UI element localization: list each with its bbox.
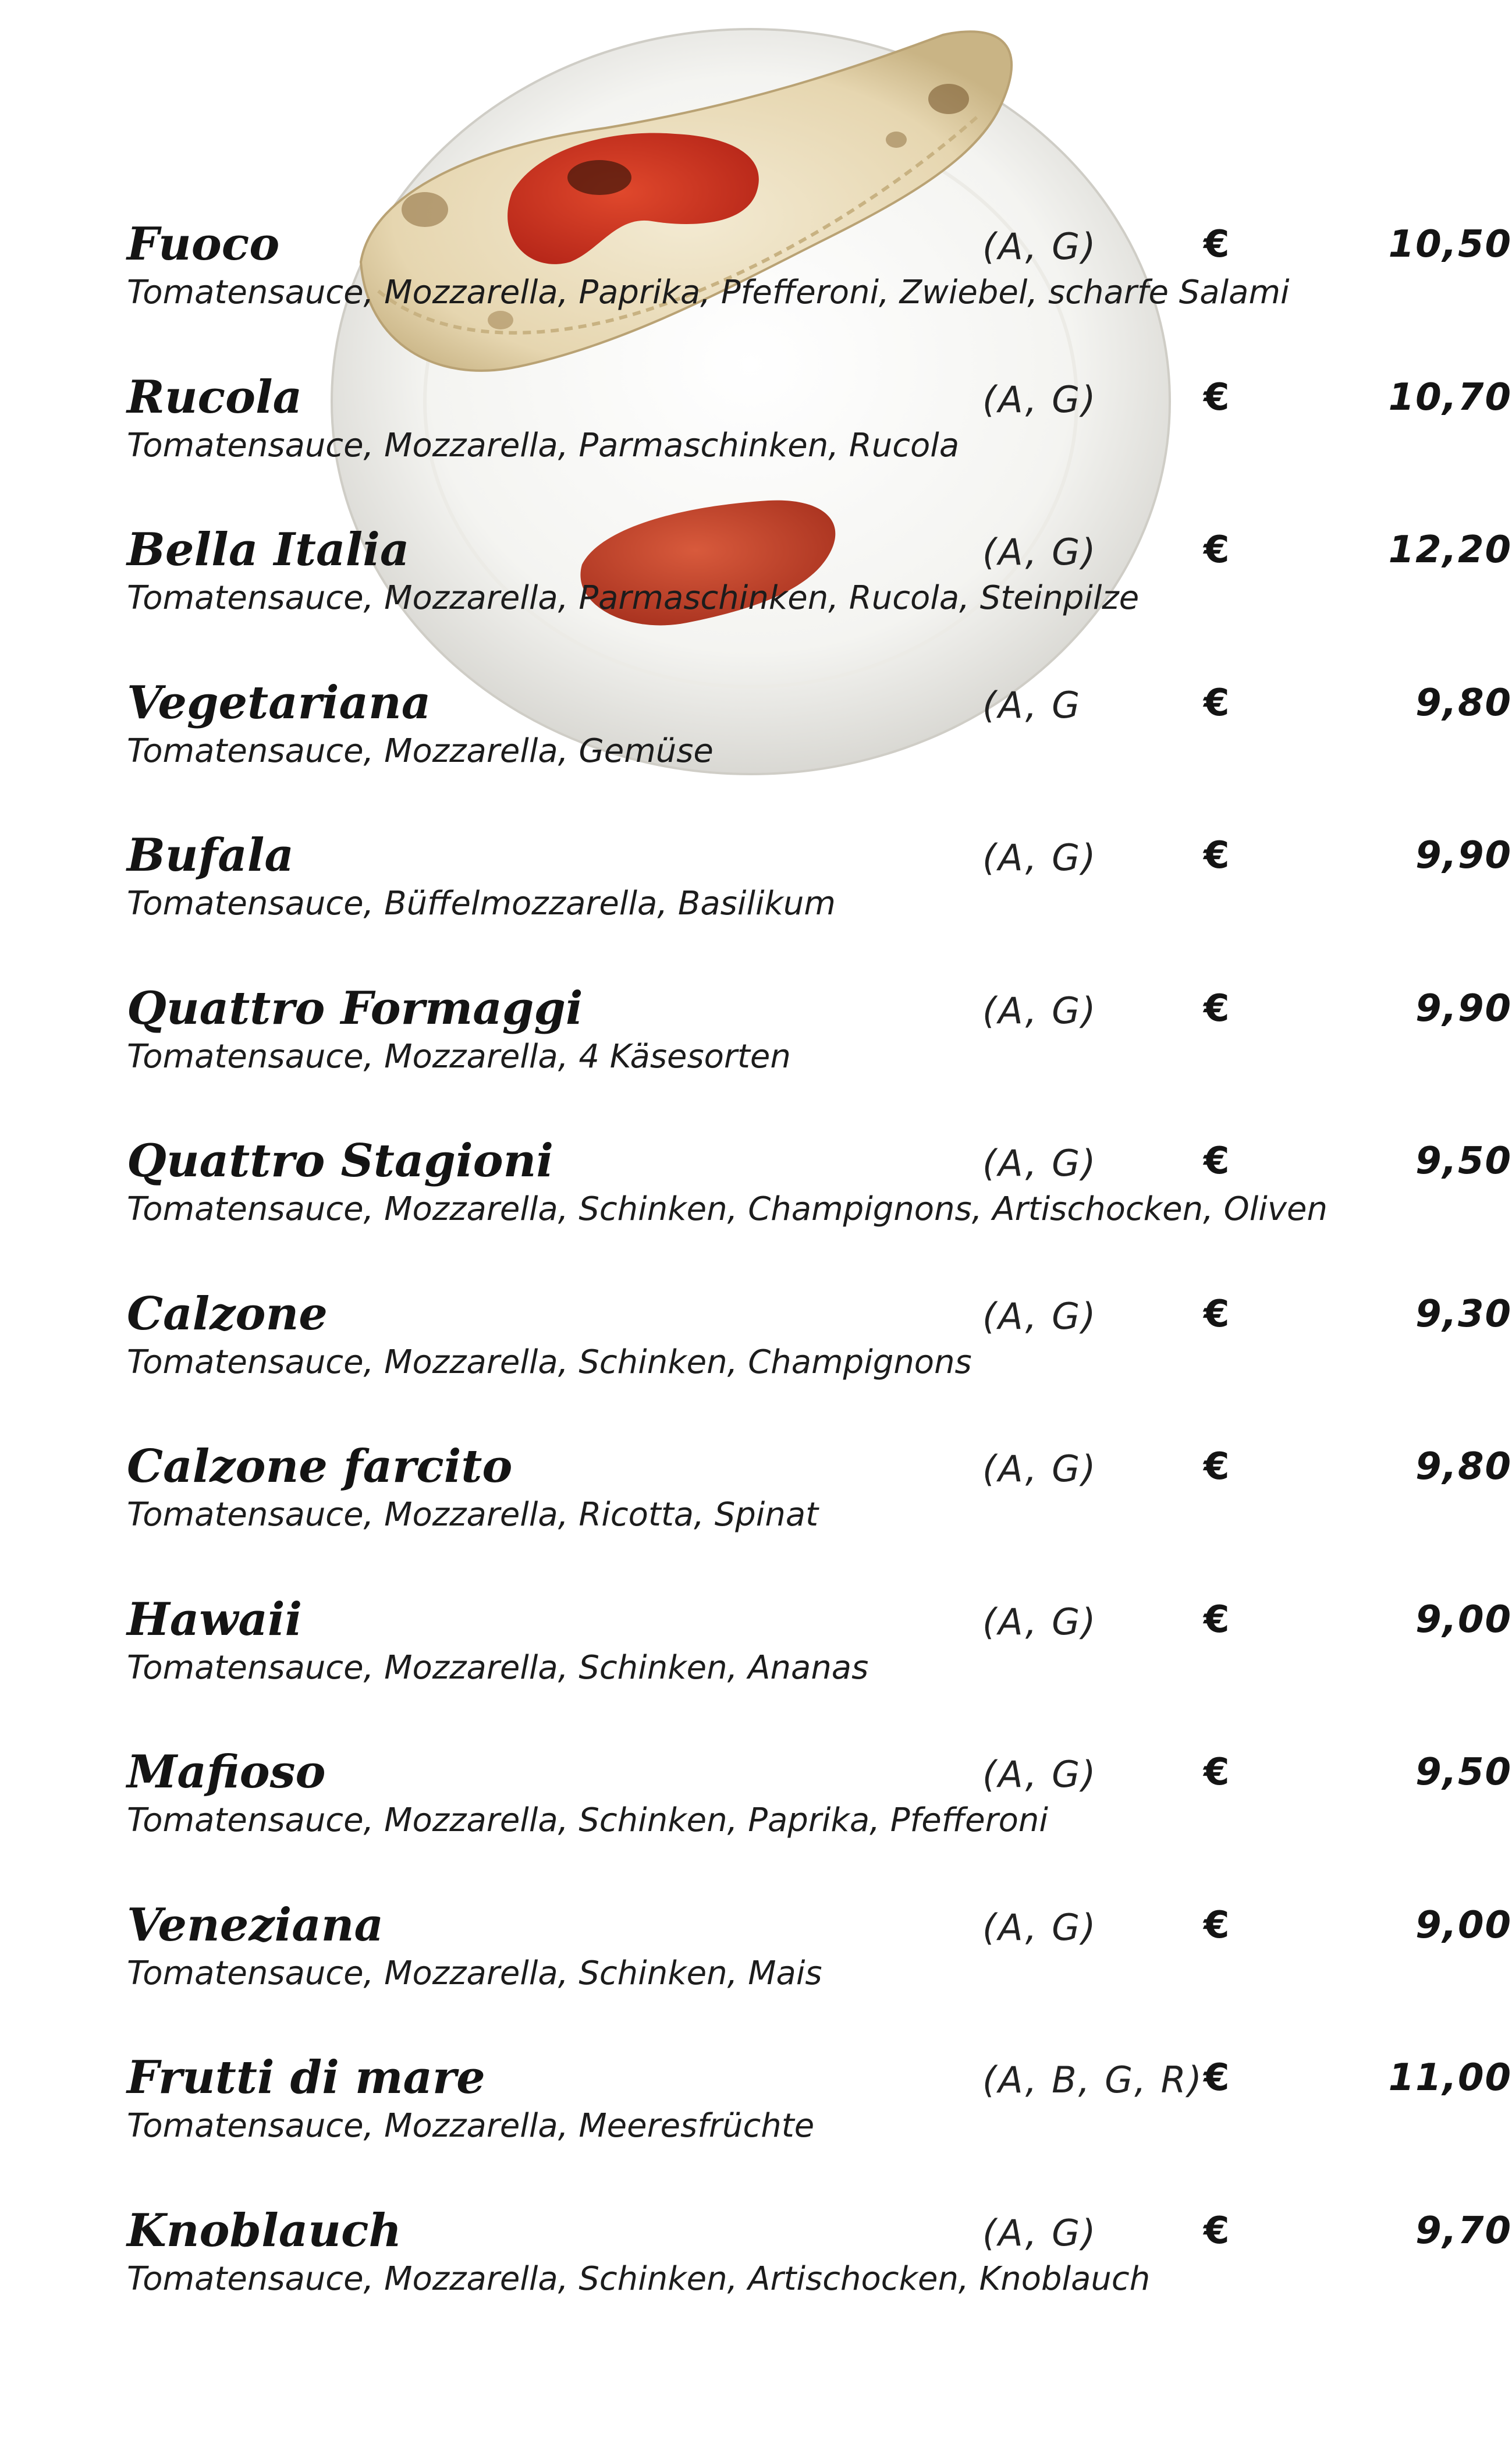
menu-item-quattro-formaggi xyxy=(127,980,1512,1133)
item-allergens: (A, G xyxy=(982,683,1082,726)
price-amount: 9,50 xyxy=(1415,1751,1512,1794)
price-amount: 9,00 xyxy=(1415,1903,1512,1947)
item-description: Tomatensauce, Büffelmozzarella, Basilikum xyxy=(127,885,836,923)
item-name: Mafioso xyxy=(127,1746,326,1798)
item-description: Tomatensauce, Mozzarella, Schinken, Champignons xyxy=(127,1343,972,1381)
item-name: Knoblauch xyxy=(127,2204,402,2257)
price-amount: 9,90 xyxy=(1415,834,1512,877)
menu-item-veneziana xyxy=(127,1896,1512,2049)
price-amount: 10,70 xyxy=(1388,375,1512,419)
item-description: Tomatensauce, Mozzarella, Parmaschinken, Rucola, Steinpilze xyxy=(127,579,1140,617)
item-description: Tomatensauce, Mozzarella, Schinken, Artischocken, Knoblauch xyxy=(127,2259,1151,2298)
item-name: Hawaii xyxy=(127,1592,303,1646)
item-name: Bufala xyxy=(127,829,294,882)
price-amount: 9,80 xyxy=(1415,681,1512,725)
item-allergens: (A, G) xyxy=(982,1906,1098,1949)
menu-item-quattro-stagioni xyxy=(127,1132,1512,1285)
currency-symbol: € xyxy=(1204,528,1230,572)
currency-symbol: € xyxy=(1204,223,1230,266)
price-amount: 12,20 xyxy=(1388,528,1512,572)
menu-item-hawaii xyxy=(127,1591,1512,1744)
menu-item-vegetariana xyxy=(127,674,1512,827)
item-allergens: (A, G) xyxy=(982,531,1098,573)
currency-symbol: € xyxy=(1204,1598,1230,1641)
price-amount: 9,50 xyxy=(1415,1140,1512,1183)
item-allergens: (A, G) xyxy=(982,1142,1098,1184)
item-description: Tomatensauce, Mozzarella, Ricotta, Spinat xyxy=(127,1496,819,1534)
item-allergens: (A, G) xyxy=(982,989,1098,1032)
price-amount: 11,00 xyxy=(1388,2056,1512,2099)
menu-item-bella-italia xyxy=(127,521,1512,674)
item-description: Tomatensauce, Mozzarella, Schinken, Paprika, Pfefferoni xyxy=(127,1801,1048,1839)
currency-symbol: € xyxy=(1204,375,1230,419)
item-description: Tomatensauce, Mozzarella, Schinken, Champignons, Artischocken, Oliven xyxy=(127,1190,1328,1228)
item-allergens: (A, G) xyxy=(982,225,1098,268)
item-description: Tomatensauce, Mozzarella, Gemüse xyxy=(127,732,714,770)
item-allergens: (A, G) xyxy=(982,1448,1098,1490)
menu-item-calzone-farcito xyxy=(127,1438,1512,1591)
item-name: Vegetariana xyxy=(127,676,431,729)
menu-item-rucola xyxy=(127,368,1512,522)
menu-item-mafioso xyxy=(127,1743,1512,1896)
menu-item-frutti-di-mare xyxy=(127,2049,1512,2202)
item-allergens: (A, G) xyxy=(982,1294,1098,1338)
item-name: Quattro Formaggi xyxy=(127,981,583,1035)
item-description: Tomatensauce, Mozzarella, Schinken, Mais xyxy=(127,1954,822,1992)
item-description: Tomatensauce, Mozzarella, 4 Käsesorten xyxy=(127,1037,791,1076)
item-allergens: (A, G) xyxy=(982,1753,1098,1796)
menu-list xyxy=(127,215,1512,2354)
currency-symbol: € xyxy=(1204,834,1230,877)
currency-symbol: € xyxy=(1204,1445,1230,1488)
price-amount: 9,70 xyxy=(1415,2209,1512,2252)
item-name: Frutti di mare xyxy=(127,2051,485,2104)
currency-symbol: € xyxy=(1204,2056,1230,2099)
price-amount: 9,00 xyxy=(1415,1598,1512,1641)
item-name: Veneziana xyxy=(127,1898,384,1952)
price-amount: 9,90 xyxy=(1415,987,1512,1030)
item-allergens: (A, B, G, R) xyxy=(982,2059,1204,2101)
item-allergens: (A, G) xyxy=(982,836,1098,879)
currency-symbol: € xyxy=(1204,1140,1230,1183)
menu-item-knoblauch xyxy=(127,2202,1512,2355)
item-allergens: (A, G) xyxy=(982,2211,1098,2254)
currency-symbol: € xyxy=(1204,987,1230,1030)
price-amount: 9,80 xyxy=(1415,1445,1512,1488)
item-description: Tomatensauce, Mozzarella, Meeresfrüchte xyxy=(127,2107,815,2145)
currency-symbol: € xyxy=(1204,1903,1230,1947)
item-name: Bella Italia xyxy=(127,523,410,576)
menu-item-bufala xyxy=(127,826,1512,980)
currency-symbol: € xyxy=(1204,1751,1230,1794)
currency-symbol: € xyxy=(1204,2209,1230,2252)
menu-item-calzone xyxy=(127,1285,1512,1438)
item-name: Calzone xyxy=(127,1287,328,1340)
item-name: Quattro Stagioni xyxy=(127,1134,553,1187)
currency-symbol: € xyxy=(1204,681,1230,725)
item-name: Fuoco xyxy=(127,218,280,271)
currency-symbol: € xyxy=(1204,1292,1230,1336)
item-description: Tomatensauce, Mozzarella, Parmaschinken, Rucola xyxy=(127,426,960,464)
item-description: Tomatensauce, Mozzarella, Schinken, Ananas xyxy=(127,1648,869,1687)
item-name: Rucola xyxy=(127,370,303,424)
menu-item-fuoco xyxy=(127,215,1512,368)
item-allergens: (A, G) xyxy=(982,378,1098,421)
item-allergens: (A, G) xyxy=(982,1600,1098,1643)
item-name: Calzone farcito xyxy=(127,1440,513,1493)
price-amount: 10,50 xyxy=(1388,223,1512,266)
item-description: Tomatensauce, Mozzarella, Paprika, Pfefferoni, Zwiebel, scharfe Salami xyxy=(127,274,1290,311)
price-amount: 9,30 xyxy=(1415,1292,1512,1336)
